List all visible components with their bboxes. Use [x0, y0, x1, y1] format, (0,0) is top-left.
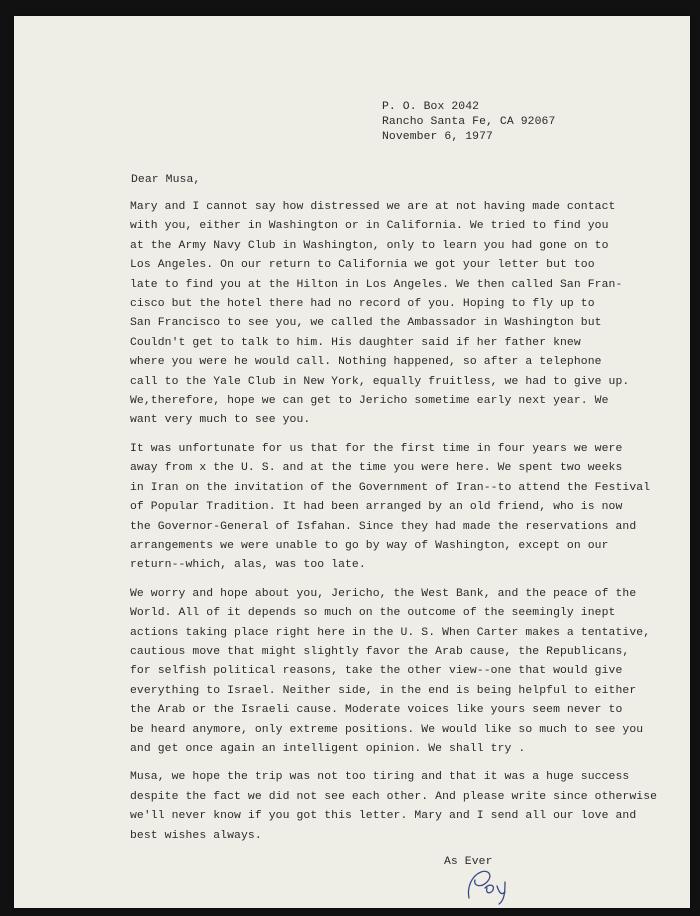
text-line: arrangements we were unable to go by way of Washington, except on our [130, 539, 609, 552]
letter-date: November 6, 1977 [382, 131, 493, 143]
text-line: where you were he would call. Nothing happened, so after a telephone [130, 356, 602, 369]
text-line: We worry and hope about you, Jericho, the West Bank, and the peace of the [130, 587, 637, 600]
text-line: It was unfortunate for us that for the first time in four years we were [130, 442, 623, 455]
text-line: best wishes always. [130, 829, 262, 842]
paragraph-1 [130, 198, 630, 431]
paragraph-3 [130, 585, 651, 760]
text-line: World. All of it depends so much on the outcome of the seemingly inept [130, 607, 616, 620]
text-line: in Iran on the invitation of the Government of Iran--to attend the Festival [130, 481, 651, 494]
paragraph-2 [130, 440, 651, 576]
text-line: and get once again an intelligent opinion. We shall try . [130, 742, 526, 755]
text-line: want very much to see you. [130, 414, 311, 427]
handwritten-signature [459, 858, 519, 906]
text-line: We,therefore, hope we can get to Jericho sometime early next year. We [130, 395, 609, 408]
paragraph-4 [130, 768, 658, 846]
text-line: away from x the U. S. and at the time you were here. We spent two weeks [130, 462, 623, 475]
text-line: Musa, we hope the trip was not too tiring and that it was a huge success [130, 771, 630, 784]
text-line: late to find you at the Hilton in Los Angeles. We then called San Fran- [130, 278, 623, 291]
text-line: the Governor-General of Isfahan. Since they had made the reservations and [130, 520, 637, 533]
text-line: Mary and I cannot say how distressed we are at not having made contact [130, 201, 616, 213]
text-line: we'll never know if you got this letter. Mary and I send all our love and [130, 810, 637, 823]
text-line: actions taking place right here in the U. S. When Carter makes a tentative, [130, 626, 651, 639]
letter-body [130, 198, 658, 855]
closing: As Ever [444, 856, 493, 868]
sender-address-block [382, 100, 555, 145]
text-line: be heard anymore, only extreme positions. We would like so much to see you [130, 723, 644, 736]
text-line: cisco but the hotel there had no record of you. Hoping to fly up to [130, 298, 595, 311]
text-line: for selfish political reasons, take the other view--one that would give [130, 665, 623, 678]
address-line-city: Rancho Santa Fe, CA 92067 [382, 116, 556, 128]
salutation: Dear Musa, [131, 174, 201, 186]
text-line: Couldn't get to talk to him. His daughter said if her father knew [130, 336, 581, 349]
text-line: return--which, alas, was too late. [130, 559, 366, 572]
text-line: cautious move that might slightly favor the Arab cause, the Republicans, [130, 645, 630, 658]
text-line: the Arab or the Israeli cause. Moderate voices like yours seem never to [130, 704, 623, 717]
text-line: everything to Israel. Neither side, in the end is being helpful to either [130, 684, 637, 697]
letter-page [14, 16, 690, 908]
text-line: call to the Yale Club in New York, equally fruitless, we had to give up. [130, 375, 630, 388]
text-line: despite the fact we did not see each other. And please write since otherwise [130, 790, 658, 803]
text-line: of Popular Tradition. It had been arranged by an old friend, who is now [130, 501, 623, 514]
text-line: San Francisco to see you, we called the Ambassador in Washington but [130, 317, 602, 330]
text-line: at the Army Navy Club in Washington, only to learn you had gone on to [130, 239, 609, 252]
address-line-po-box: P. O. Box 2042 [382, 101, 480, 113]
text-line: with you, either in Washington or in California. We tried to find you [130, 220, 609, 233]
text-line: Los Angeles. On our return to California we got your letter but too [130, 259, 595, 272]
